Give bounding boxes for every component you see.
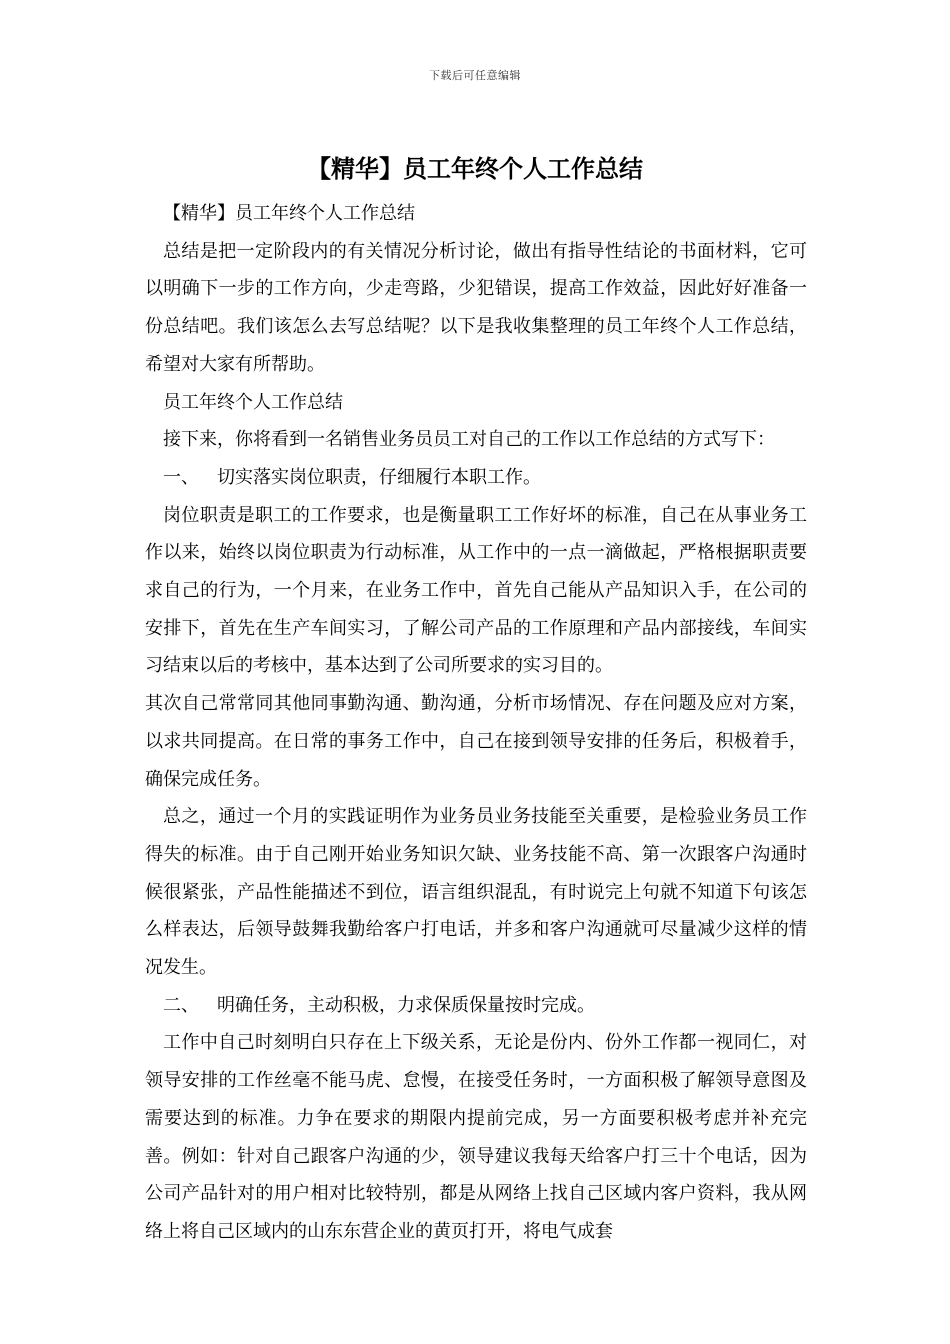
header-note: 下载后可任意编辑 <box>429 69 521 82</box>
paragraph-subtitle: 【精华】员工年终个人工作总结 <box>163 203 415 224</box>
section-number-2: 二、 <box>163 994 199 1016</box>
section-text-1: 切实落实岗位职责，仔细履行本职工作。 <box>217 466 541 488</box>
paragraph-communication: 其次自己常常同其他同事勤沟通、勤沟通，分析市场情况、存在问题及应对方案，以求共同提高。在日常的事务工作中，自己在接到领导安排的任务后，积极着手，确保完成任务。 <box>145 693 807 790</box>
paragraph-intro: 总结是把一定阶段内的有关情况分析讨论，做出有指导性结论的书面材料，它可以明确下一步的工作方向，少走弯路，少犯错误，提高工作效益，因此好好准备一份总结吧。我们该怎么去写总结呢？以下是我收集整理的员工年终个人工作总结，希望对大家有所帮助。 <box>145 240 807 375</box>
section-number-1: 一、 <box>163 466 199 488</box>
paragraph-lead: 接下来，你将看到一名销售业务员员工对自己的工作以工作总结的方式写下： <box>163 429 775 451</box>
paragraph-heading: 员工年终个人工作总结 <box>163 391 343 413</box>
section-heading-2 <box>145 987 807 1025</box>
document-body <box>145 195 807 1251</box>
paragraph-conclusion: 总之，通过一个月的实践证明作为业务员业务技能至关重要，是检验业务员工作得失的标准。由于自己刚开始业务知识欠缺、业务技能不高、第一次跟客户沟通时候很紧张，产品性能描述不到位，语言组织混乱，有时说完上句就不知道下句该怎么样表达，后领导鼓舞我勤给客户打电话，并多和客户沟通就可尽量减少这样的情况发生。 <box>145 806 807 979</box>
section-text-2: 明确任务，主动积极，力求保质保量按时完成。 <box>217 994 595 1016</box>
document-title: 【精华】员工年终个人工作总结 <box>307 155 643 183</box>
section-heading-1 <box>145 459 807 497</box>
paragraph-tasks: 工作中自己时刻明白只存在上下级关系，无论是份内、份外工作都一视同仁，对领导安排的工作丝毫不能马虎、怠慢，在接受任务时，一方面积极了解领导意图及需要达到的标准。力争在要求的期限内提前完成，另一方面要积极考虑并补充完善。例如：针对自己跟客户沟通的少，领导建议我每天给客户打三十个电话，因为公司产品针对的用户相对比较特别，都是从网络上找自己区域内客户资料，我从网络上将自己区域内的山东东营企业的黄页打开，将电气成套 <box>145 1032 807 1242</box>
paragraph-duties: 岗位职责是职工的工作要求，也是衡量职工工作好坏的标准，自己在从事业务工作以来，始终以岗位职责为行动标准，从工作中的一点一滴做起，严格根据职责要求自己的行为，一个月来，在业务工作中，首先自己能从产品知识入手，在公司的安排下，首先在生产车间实习，了解公司产品的工作原理和产品内部接线，车间实习结束以后的考核中，基本达到了公司所要求的实习目的。 <box>145 504 807 677</box>
